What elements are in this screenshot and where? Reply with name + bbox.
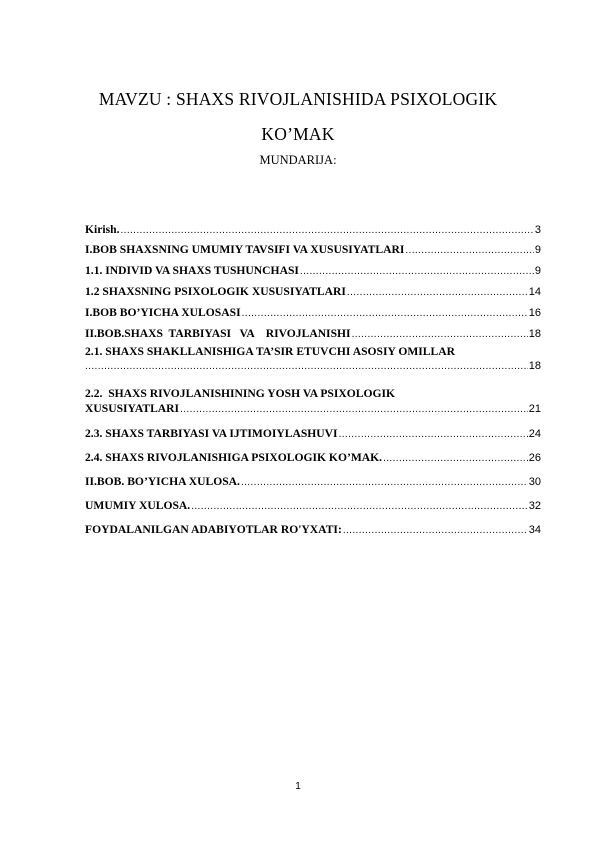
toc-leader-dots: [300, 266, 534, 277]
toc-leader-dots: [180, 404, 528, 415]
toc-entry-page: 24: [528, 428, 541, 440]
toc-entry-label: UMUMIY XULOSA.: [85, 499, 191, 512]
toc-entry-label: 1.2 SHAXSNING PSIXOLOGIK XUSUSIYATLARI: [85, 285, 346, 298]
document-title-line2: KO’MAK: [261, 124, 335, 144]
toc-entry[interactable]: [85, 306, 541, 322]
toc-entry[interactable]: [85, 499, 541, 515]
toc-leader-dots: [242, 308, 528, 319]
toc-leader-dots: [343, 525, 528, 536]
toc-entry[interactable]: [85, 451, 541, 467]
toc-entry-label: 2.3. SHAXS TARBIYASI VA IJTIMOIYLASHUVI: [85, 427, 338, 440]
toc-entry-label: I.BOB SHAXSNING UMUMIY TAVSIFI VA XUSUSIYATLARI: [85, 243, 405, 256]
toc-entry-page: 30: [528, 476, 541, 488]
toc-entry[interactable]: [85, 360, 541, 376]
toc-entry-page: 9: [534, 265, 541, 277]
toc-entry-page: 18: [528, 328, 541, 340]
toc-entry[interactable]: [85, 427, 541, 443]
page-number: 1: [295, 781, 301, 792]
toc-entry-page: 18: [528, 360, 541, 372]
toc-entry-label: 2.4. SHAXS RIVOJLANISHIGA PSIXOLOGIK KO’MAK.: [85, 451, 383, 464]
toc-entry-page: 9: [534, 244, 541, 256]
toc-entry-page: 3: [534, 224, 541, 236]
toc-entry-label: Kirish.: [85, 223, 120, 236]
toc-entry[interactable]: [85, 243, 541, 259]
toc-entry[interactable]: [85, 475, 541, 491]
toc-entry[interactable]: [85, 327, 541, 343]
toc-entry-label: II.BOB. BO’YICHA XULOSA.: [85, 475, 240, 488]
toc-leader-dots: [352, 329, 528, 340]
toc-entry-label: I.BOB BO’YICHA XULOSASI: [85, 306, 241, 319]
toc-entry-label: 1.1. INDIVID VA SHAXS TUSHUNCHASI: [85, 264, 299, 277]
toc-entry-page: 26: [528, 452, 541, 464]
toc-entry[interactable]: [85, 223, 541, 239]
toc-leader-dots: [405, 245, 534, 256]
contents-heading: MUNDARIJA:: [259, 153, 337, 167]
toc-entry-page: 16: [528, 307, 541, 319]
toc-leader-dots: [85, 361, 528, 372]
toc-entry[interactable]: [85, 264, 541, 280]
toc-entry-label[interactable]: 2.1. SHAXS SHAKLLANISHIGA TA’SIR ETUVCHI ASOSIY OMILLAR: [85, 345, 456, 358]
toc-entry[interactable]: [85, 523, 541, 539]
toc-entry-label-line1[interactable]: 2.2. SHAXS RIVOJLANISHINING YOSH VA PSIXOLOGIK: [85, 387, 396, 400]
toc-entry-label: II.BOB.SHAXS TARBIYASI VA RIVOJLANISHI: [85, 327, 351, 340]
toc-entry-page: 21: [528, 403, 541, 415]
toc-entry-page: 34: [528, 524, 541, 536]
toc-entry-page: 32: [528, 500, 541, 512]
toc-leader-dots: [347, 287, 528, 298]
document-title-line1: MAVZU : SHAXS RIVOJLANISHIDA PSIXOLOGIK: [98, 89, 498, 109]
toc-entry-label: FOYDALANILGAN ADABIYOTLAR RO'YXATI:: [85, 523, 342, 536]
toc-entry[interactable]: [85, 402, 541, 418]
toc-leader-dots: [120, 225, 533, 236]
toc-leader-dots: [241, 477, 528, 488]
toc-leader-dots: [383, 453, 528, 464]
toc-leader-dots: [191, 501, 528, 512]
toc-leader-dots: [339, 429, 528, 440]
toc-entry[interactable]: [85, 285, 541, 301]
toc-entry-page: 14: [528, 286, 541, 298]
toc-entry-label: XUSUSIYATLARI: [85, 402, 180, 415]
